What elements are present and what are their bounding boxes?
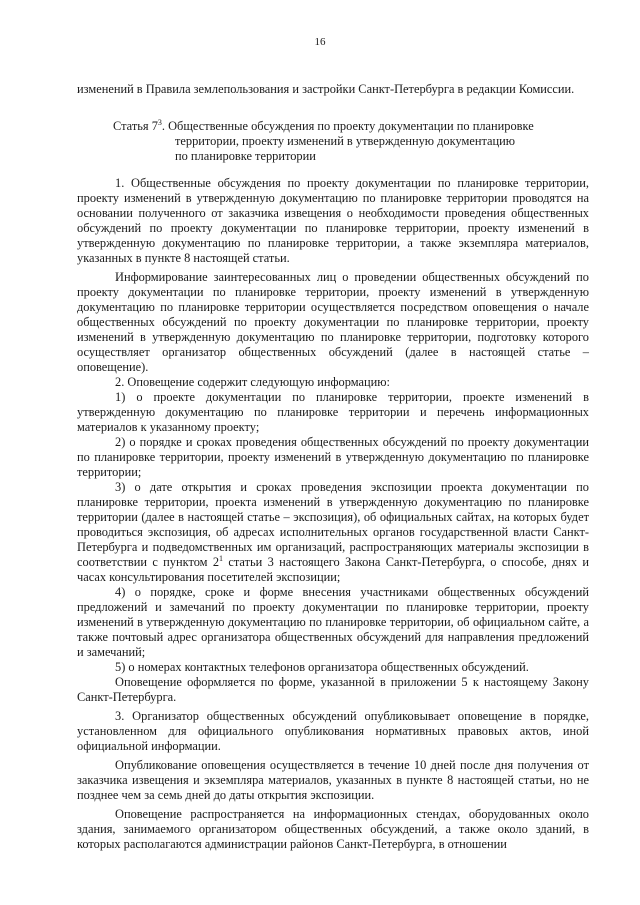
list-item-4: 4) о порядке, сроке и форме внесения участниками общественных обсуждений предложений и замечаний по проекту документации по планировке территории, проекту изменений в утвержденную документацию по планировке территории, об официальном сайте, а также почтовый адрес организатора общественных обсуждений для направления предложений и замечаний;: [77, 585, 589, 659]
list-item-2: 2) о порядке и сроках проведения общественных обсуждений по проекту документации по планировке территории, проекту изменений в утвержденную документацию по планировке территории;: [77, 435, 589, 479]
paragraph-1: 1. Общественные обсуждения по проекту документации по планировке территории, проекту изменений в утвержденную документацию по планировке территории проводятся на основании полученного от заказчика извещения о необходимости проведения общественных обсуждений по проекту документации по планировке территории, проекту изменений в утвержденную документацию по планировке территории, а также экземпляра материалов, указанных в пункте 8 настоящей статьи.: [77, 176, 589, 265]
list-item-5: 5) о номерах контактных телефонов организатора общественных обсуждений.: [115, 660, 529, 674]
list-item-3-text-a: 3) о дате открытия и сроках проведения экспозиции проекта документации по планировке территории, проекта изменений в утвержденную документацию по планировке территории (далее в настоящей статье – экспозиция), об официальных сайтах, на которых будет проводиться экспозиция, об адресах исполнительных органов государственной власти Санкт-Петербурга и подведомственных им организаций, распространяющих материалы экспозиции в соответствии с пунктом 2: [77, 480, 589, 569]
list-item-3-text-b: статьи 3 настоящего Закона Санкт-Петербурга, о способе, днях и часах консультирования посетителей экспозиции;: [77, 555, 589, 584]
paragraph-publication-terms: Опубликование оповещения осуществляется в течение 10 дней после дня получения от заказчика извещения и экземпляра материалов, указанных в пункте 8 настоящей статьи, но не позднее чем за семь дней до даты открытия экспозиции.: [77, 758, 589, 802]
article-title-line-1: . Общественные обсуждения по проекту документации по планировке: [161, 119, 534, 133]
article-title-line-3: по планировке территории: [175, 149, 316, 163]
list-item-3-sup: 1: [219, 553, 224, 563]
paragraph-distribution: Оповещение распространяется на информационных стендах, оборудованных около здания, занимаемого организатором общественных обсуждений, а также около зданий, в которых располагаются администрации районов Санкт-Петербурга, в отношении: [77, 807, 589, 851]
article-title-prefix: Статья 7: [113, 119, 158, 133]
intro-paragraph: изменений в Правила землепользования и застройки Санкт-Петербурга в редакции Комиссии.: [77, 82, 575, 96]
paragraph-3: 2. Оповещение содержит следующую информацию:: [115, 375, 390, 389]
article-title-line-2: территории, проекту изменений в утвержденную документацию: [175, 134, 516, 148]
article-title-sup: 3: [157, 117, 162, 127]
paragraph-form: Оповещение оформляется по форме, указанной в приложении 5 к настоящему Закону Санкт-Петербурга.: [77, 675, 589, 704]
paragraph-2: Информирование заинтересованных лиц о проведении общественных обсуждений по проекту документации по планировке территории, проекту изменений в утвержденную документацию по планировке территории осуществляется посредством оповещения о начале общественных обсуждений по проекту документации по планировке территории, проекту изменений в утвержденную документацию по планировке территории, подготовку которого осуществляет организатор общественных обсуждений (далее в настоящей статье – оповещение).: [77, 270, 589, 374]
article-title: [77, 119, 589, 164]
document-body: [77, 82, 589, 852]
page-number: 16: [314, 36, 326, 48]
paragraph-publication: 3. Организатор общественных обсуждений опубликовывает оповещение в порядке, установленном для официального опубликования нормативных правовых актов, иной официальной информации.: [77, 709, 589, 753]
list-item-1: 1) о проекте документации по планировке территории, проекте изменений в утвержденную документацию по планировке территории и перечень информационных материалов к указанному проекту;: [77, 390, 589, 434]
list-item-3: [77, 480, 589, 585]
